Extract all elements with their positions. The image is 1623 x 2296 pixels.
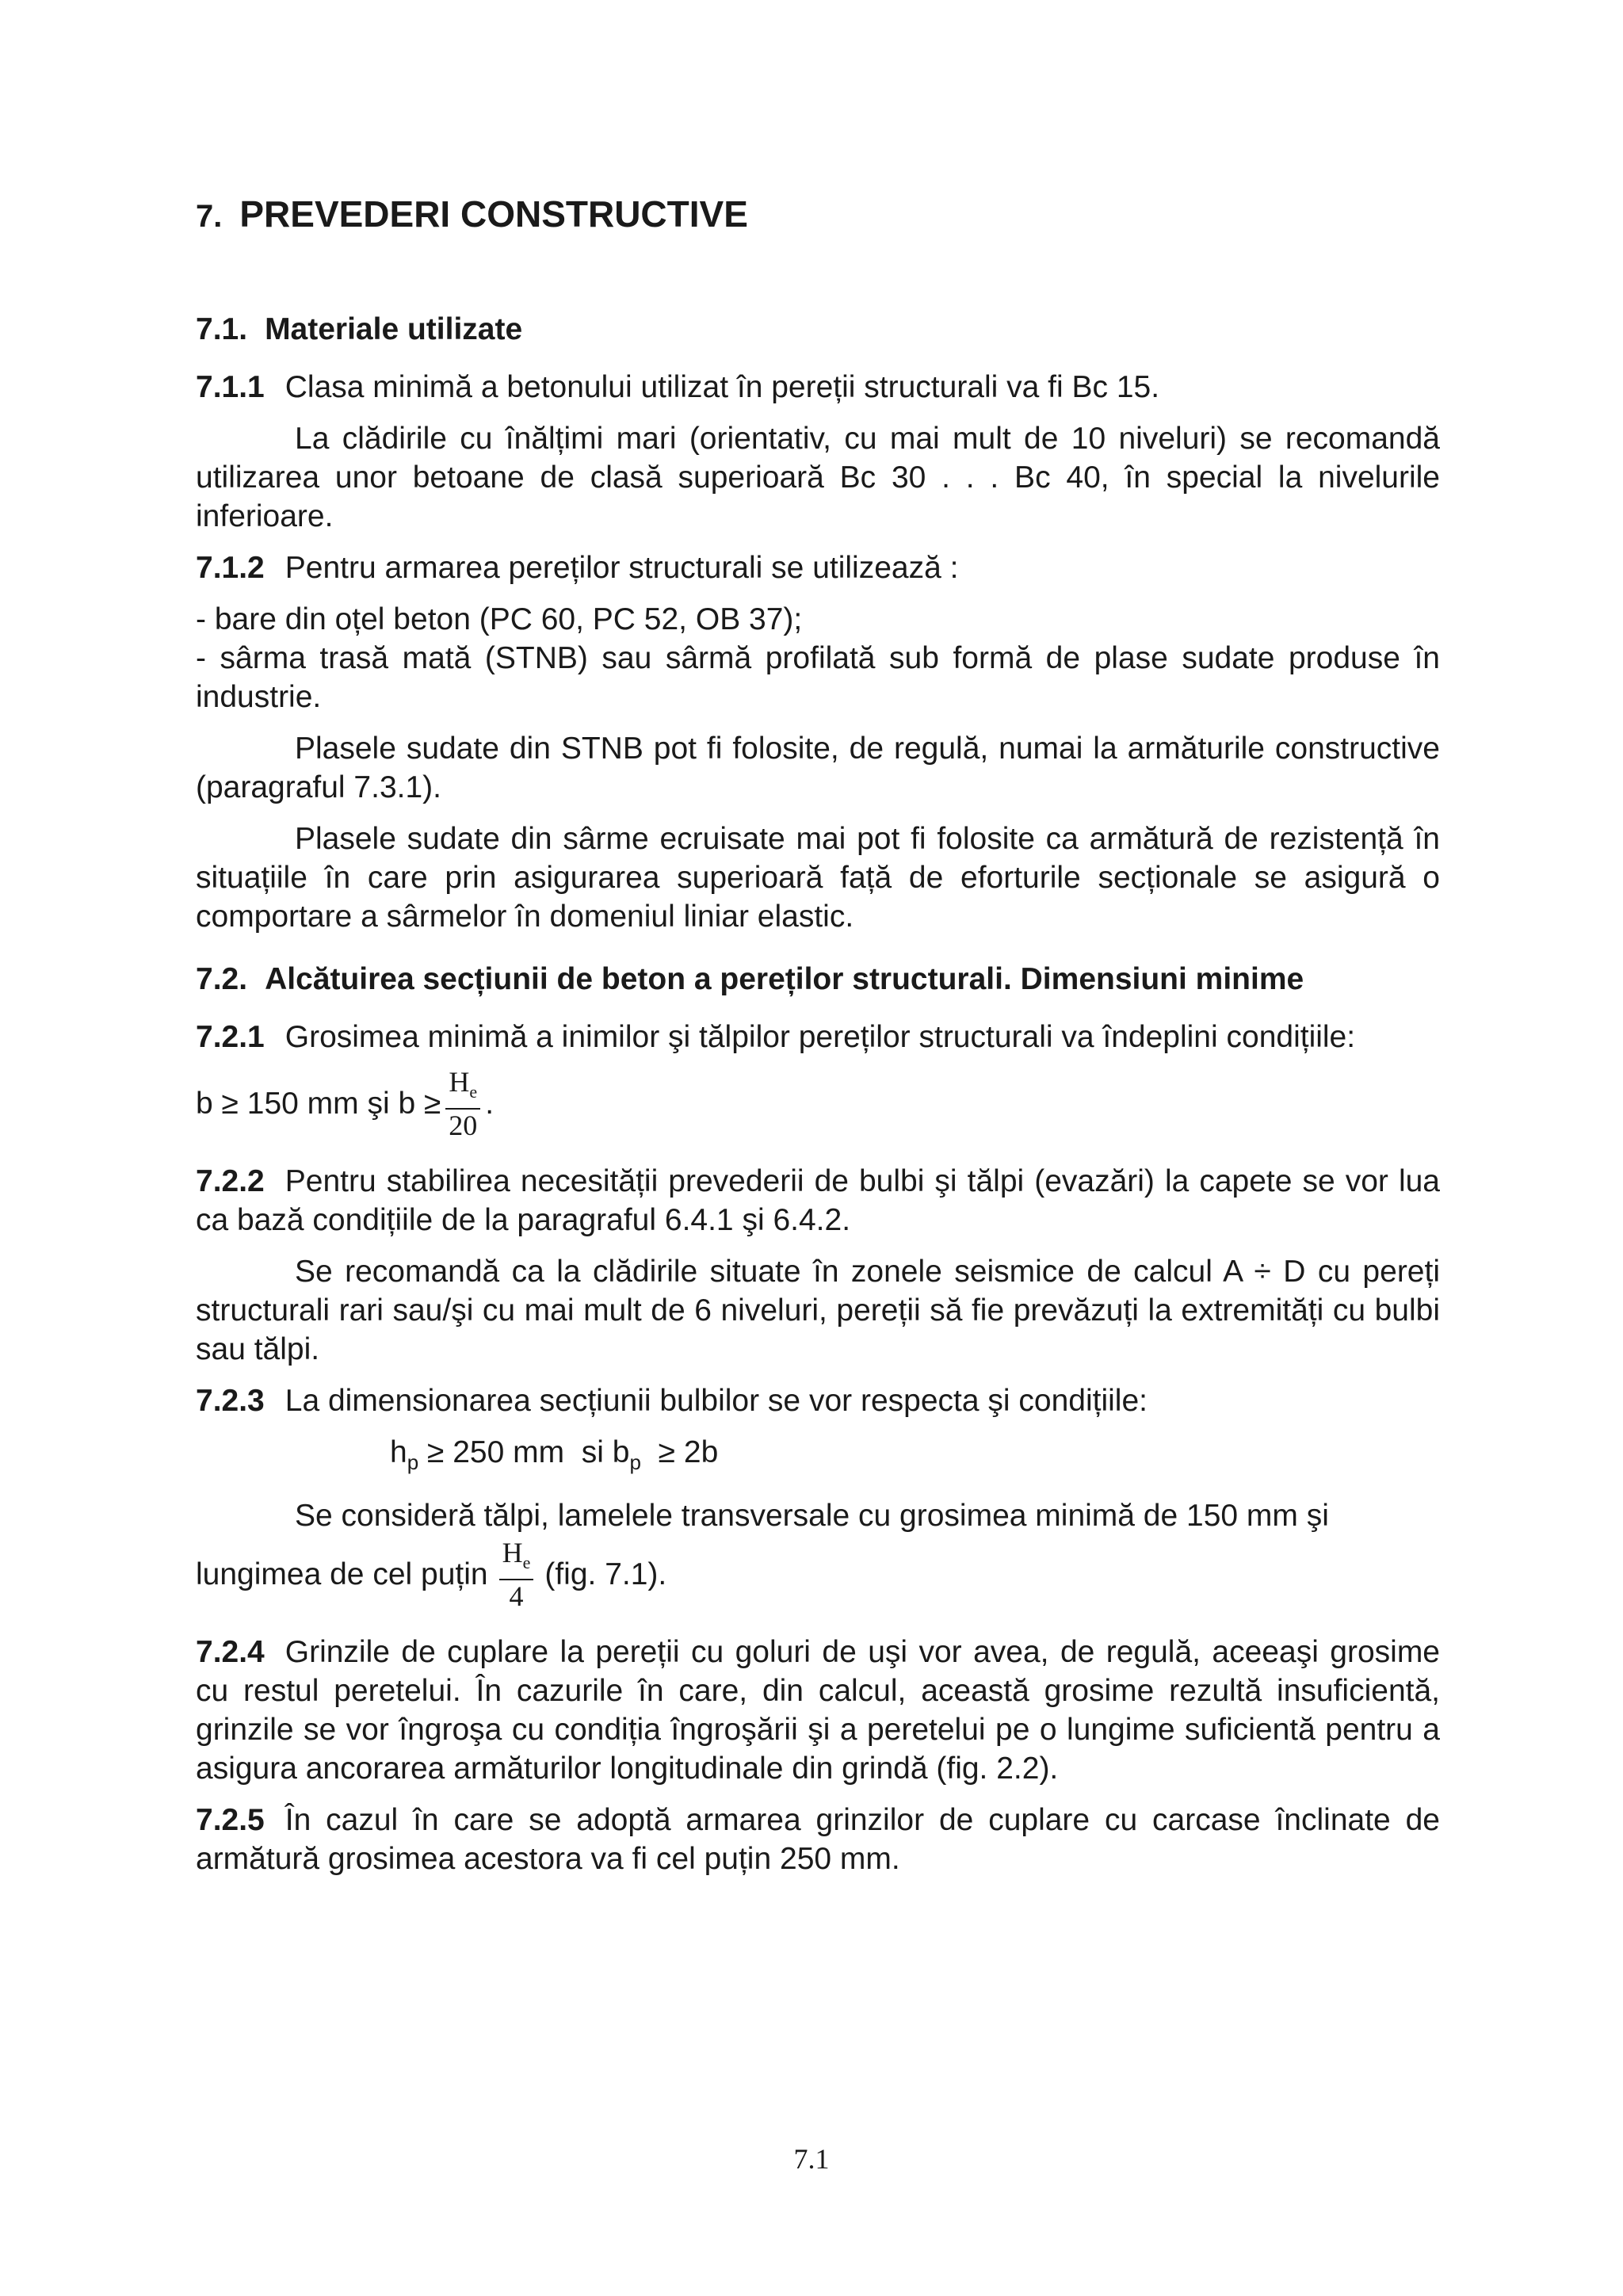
fraction-numerator-subscript: e [522, 1553, 531, 1573]
paragraph-7-2-1 [196, 1018, 1440, 1056]
subsection-number: 7.1.1 [196, 370, 265, 404]
materials-list [196, 600, 1440, 716]
paragraph-7-1-2 [196, 548, 1440, 587]
fraction-numerator-subscript: e [469, 1082, 478, 1102]
subsection-number: 7.2.4 [196, 1635, 265, 1670]
formula-prefix: lungimea de cel puțin [196, 1557, 488, 1592]
paragraph-text: Pentru armarea pereților structurali se utilizează : [285, 551, 959, 585]
paragraph-7-2-3-b: Se consideră tălpi, lamelele transversale cu grosimea minimă de 150 mm şi [295, 1498, 1329, 1533]
paragraph-text: Pentru stabilirea necesității prevederii de bulbi şi tălpi (evazări) la capete se vor lua ca bază condițiile de la paragraful 6.4.1 şi 6.4.2. [196, 1164, 1440, 1238]
formula-suffix: . [485, 1087, 495, 1121]
formula-flange-length [196, 1537, 1440, 1612]
paragraph-7-2-2 [196, 1162, 1440, 1240]
paragraph-text: Grosimea minimă a inimilor şi tălpilor pereților structurali va îndeplini condițiile: [285, 1020, 1356, 1054]
paragraph-text: Grinzile de cuplare la pereții cu goluri de uşi vor avea, de regulă, aceeaşi grosime cu restul peretelui. În cazurile în care, din calcul, această grosime rezultă insuficientă, grinzile se vor îngroşa cu condiția îngroşării şi a peretelui pe o lungime suficientă pentru a asigura ancorarea armăturilor longitudinale din grindă (fig. 2.2). [196, 1635, 1440, 1786]
paragraph-text: Clasa minimă a betonului utilizat în pereții structurali va fi Bc 15. [285, 370, 1160, 404]
section-title: Alcătuirea secțiunii de beton a pereților structurali. Dimensiuni minime [265, 962, 1304, 996]
subsection-number: 7.2.3 [196, 1384, 265, 1419]
section-number: 7.2. [196, 962, 248, 996]
formula-min-thickness [196, 1066, 1440, 1141]
paragraph-7-1-1-b: La clădirile cu înălțimi mari (orientativ, cu mai mult de 10 niveluri) se recomandă utilizarea unor betoane de clasă superioară Bc 30 . . . Bc 40, în special la nivelurile inferioare. [196, 422, 1440, 533]
paragraph-7-1-2-b: Plasele sudate din STNB pot fi folosite, de regulă, numai la armăturile constructive (paragraful 7.3.1). [196, 732, 1440, 804]
fraction-numerator: H [502, 1536, 523, 1568]
paragraph-7-2-4 [196, 1633, 1440, 1788]
paragraph-7-2-5 [196, 1801, 1440, 1878]
bulb-conditions: $h_p \ge 250$ mm si $b_p \ge 2b$ [390, 1435, 719, 1474]
fraction-denominator: 4 [509, 1580, 524, 1613]
list-item: - bare din oțel beton (PC 60, PC 52, OB 37); [196, 602, 803, 636]
paragraph-7-2-2-b: Se recomandă ca la clădirile situate în zonele seismice de calcul A ÷ D cu pereți structurali rari sau/şi cu mai mult de 6 niveluri, pereții să fie prevăzuți la extremități cu bulbi sau tălpi. [196, 1255, 1440, 1367]
paragraph-7-1-1 [196, 368, 1440, 407]
fraction [445, 1066, 480, 1141]
subsection-number: 7.1.2 [196, 551, 265, 585]
chapter-number: 7. [196, 199, 223, 234]
paragraph-7-1-2-c: Plasele sudate din sârme ecruisate mai pot fi folosite ca armătură de rezistență în situațiile în care prin asigurarea superioară față de eforturile secționale se asigură o comportare a sârmelor în domeniul liniar elastic. [196, 822, 1440, 934]
subsection-number: 7.2.5 [196, 1803, 265, 1838]
section-title: Materiale utilizate [265, 312, 523, 346]
page-content [196, 192, 1440, 1891]
formula-suffix: (fig. 7.1). [544, 1557, 667, 1592]
formula-prefix: b ≥ 150 mm şi b ≥ [196, 1087, 441, 1121]
page-number: 7.1 [793, 2143, 830, 2175]
section-heading-7-2 [196, 960, 1440, 999]
fraction [499, 1537, 534, 1612]
paragraph-7-2-3 [196, 1381, 1440, 1420]
paragraph-text: În cazul în care se adoptă armarea grinzilor de cuplare cu carcase înclinate de armătură grosimea acestora va fi cel puțin 250 mm. [196, 1803, 1440, 1877]
paragraph-text: La dimensionarea secțiunii bulbilor se vor respecta şi condițiile: [285, 1384, 1148, 1419]
chapter-heading [196, 192, 1440, 239]
section-heading-7-1 [196, 310, 1440, 349]
section-number: 7.1. [196, 312, 248, 346]
subsection-number: 7.2.1 [196, 1020, 265, 1054]
subsection-number: 7.2.2 [196, 1164, 265, 1199]
list-item: - sârma trasă mată (STNB) sau sârmă profilată sub formă de plase sudate produse în industrie. [196, 641, 1440, 714]
fraction-denominator: 20 [449, 1110, 478, 1142]
chapter-title: PREVEDERI CONSTRUCTIVE [239, 193, 748, 235]
fraction-numerator: H [449, 1066, 470, 1098]
